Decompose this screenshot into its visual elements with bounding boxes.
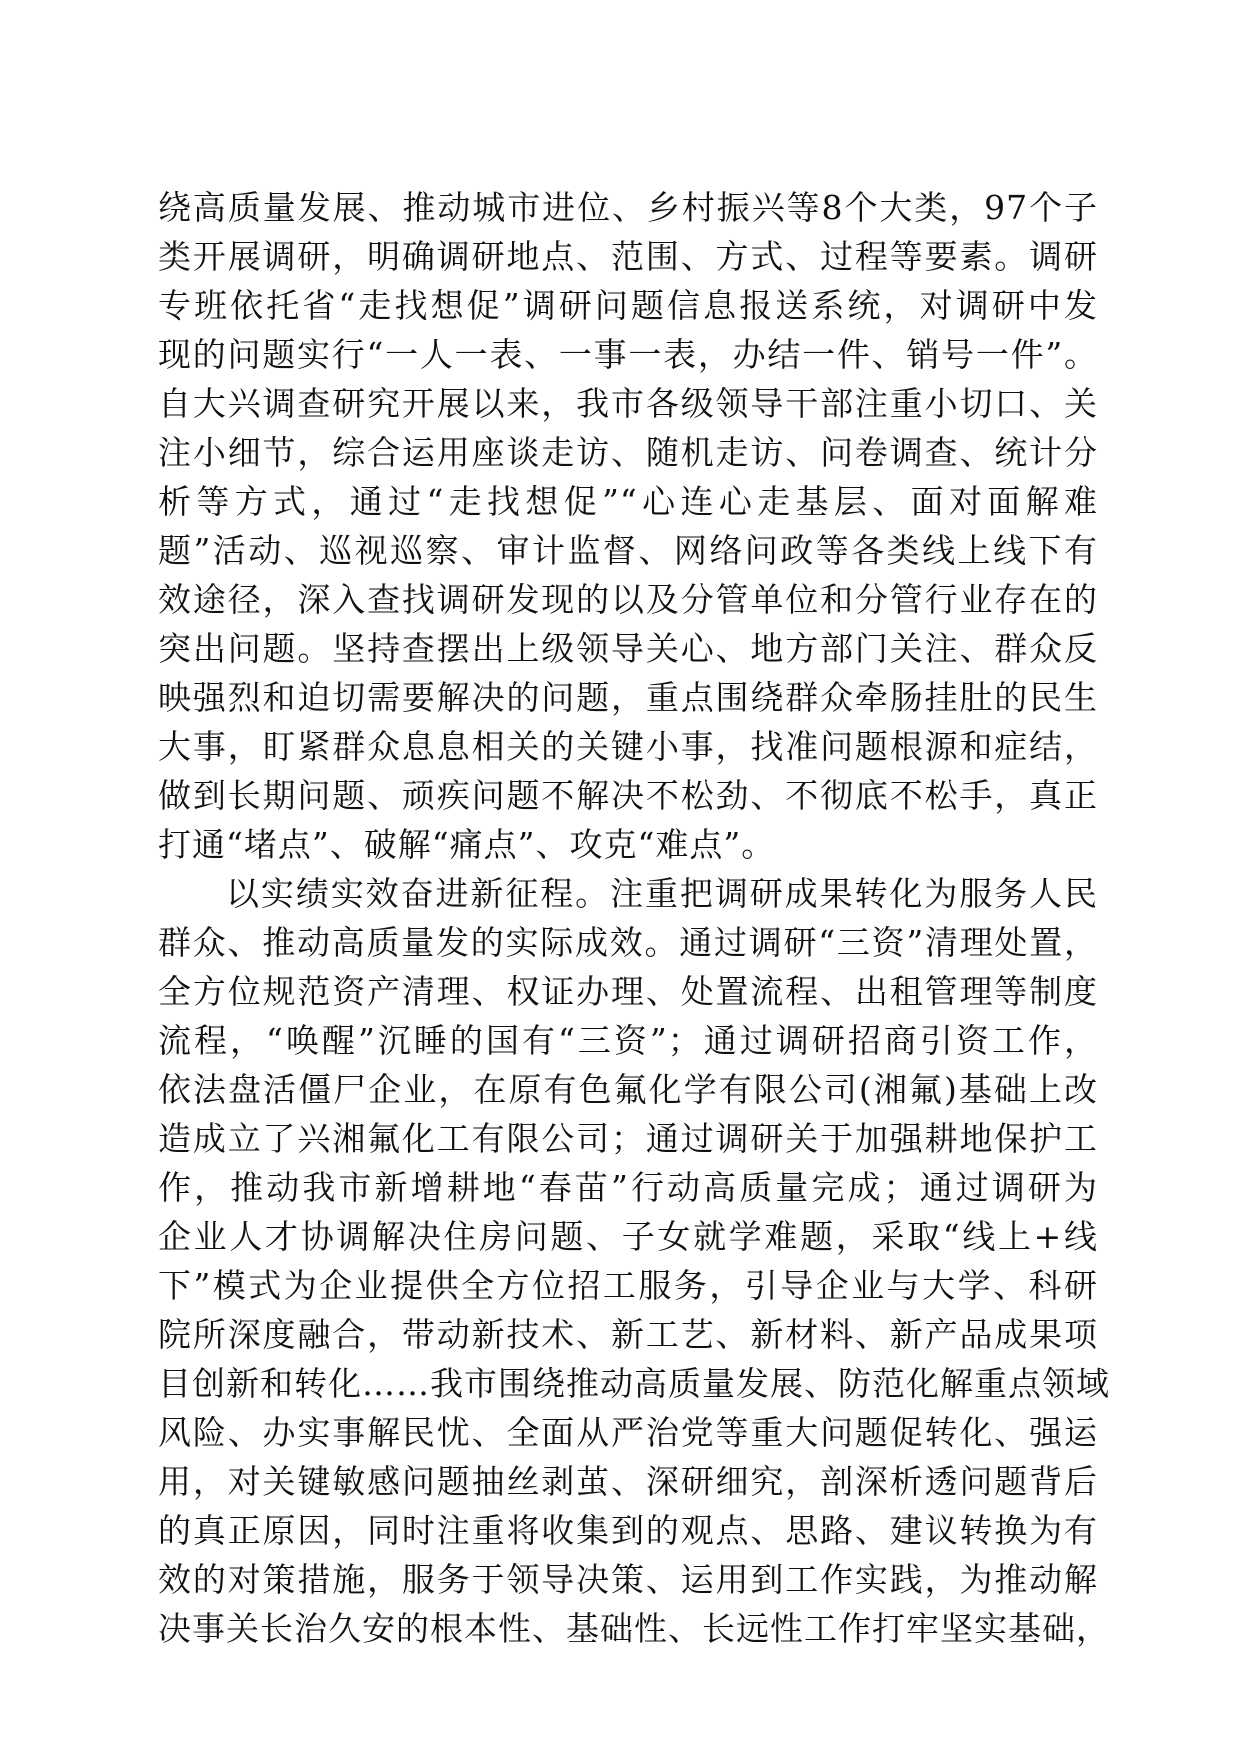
text-line: 决事关长治久安的根本性、基础性、长远性工作打牢坚实基础， (158, 1609, 1110, 1648)
text-line: 院所深度融合，带动新技术、新工艺、新材料、新产品成果项 (158, 1315, 1098, 1354)
text-line: 造成立了兴湘氟化工有限公司；通过调研关于加强耕地保护工 (158, 1119, 1098, 1158)
text-line: 大事，盯紧群众息息相关的关键小事，找准问题根源和症结， (158, 727, 1098, 766)
text-line: 类开展调研，明确调研地点、范围、方式、过程等要素。调研 (158, 237, 1098, 276)
text-line: 流程，“唤醒”沉睡的国有“三资”；通过调研招商引资工作， (158, 1021, 1098, 1060)
text-line: 注小细节，综合运用座谈走访、随机走访、问卷调查、统计分 (158, 433, 1098, 472)
body-text (158, 183, 1110, 1653)
text-line: 企业人才协调解决住房问题、子女就学难题，采取“线上+线 (158, 1217, 1098, 1256)
text-line: 效途径，深入查找调研发现的以及分管单位和分管行业存在的 (158, 580, 1098, 619)
text-line: 目创新和转化……我市围绕推动高质量发展、防范化解重点领域 (158, 1364, 1110, 1403)
text-line: 群众、推动高质量发的实际成效。通过调研“三资”清理处置， (158, 923, 1098, 962)
text-line: 映强烈和迫切需要解决的问题，重点围绕群众牵肠挂肚的民生 (158, 678, 1098, 717)
text-line: 自大兴调查研究开展以来，我市各级领导干部注重小切口、关 (158, 384, 1098, 423)
text-line: 析等方式，通过“走找想促”“心连心走基层、面对面解难 (158, 482, 1098, 521)
text-line: 作，推动我市新增耕地“春苗”行动高质量完成；通过调研为 (158, 1168, 1098, 1207)
text-line: 的真正原因，同时注重将收集到的观点、思路、建议转换为有 (158, 1511, 1098, 1550)
text-line: 专班依托省“走找想促”调研问题信息报送系统，对调研中发 (158, 286, 1098, 325)
text-line: 现的问题实行“一人一表、一事一表，办结一件、销号一件”。 (158, 335, 1098, 374)
text-line: 题”活动、巡视巡察、审计监督、网络问政等各类线上线下有 (158, 531, 1098, 570)
text-line: 打通“堵点”、破解“痛点”、攻克“难点”。 (158, 825, 776, 864)
text-line: 效的对策措施，服务于领导决策、运用到工作实践，为推动解 (158, 1560, 1098, 1599)
text-line: 风险、办实事解民忧、全面从严治党等重大问题促转化、强运 (158, 1413, 1098, 1452)
text-line: 用，对关键敏感问题抽丝剥茧、深研细究，剖深析透问题背后 (158, 1462, 1098, 1501)
paragraph-first-line: 以实绩实效奋进新征程。注重把调研成果转化为服务人民 (226, 874, 1098, 913)
text-line: 突出问题。坚持查摆出上级领导关心、地方部门关注、群众反 (158, 629, 1098, 668)
text-line: 下”模式为企业提供全方位招工服务，引导企业与大学、科研 (158, 1266, 1098, 1305)
text-line: 全方位规范资产清理、权证办理、处置流程、出租管理等制度 (158, 972, 1098, 1011)
text-line: 绕高质量发展、推动城市进位、乡村振兴等8个大类，97个子 (158, 188, 1098, 227)
text-line: 依法盘活僵尸企业，在原有色氟化学有限公司(湘氟)基础上改 (158, 1070, 1098, 1109)
text-line: 做到长期问题、顽疾问题不解决不松劲、不彻底不松手，真正 (158, 776, 1098, 815)
